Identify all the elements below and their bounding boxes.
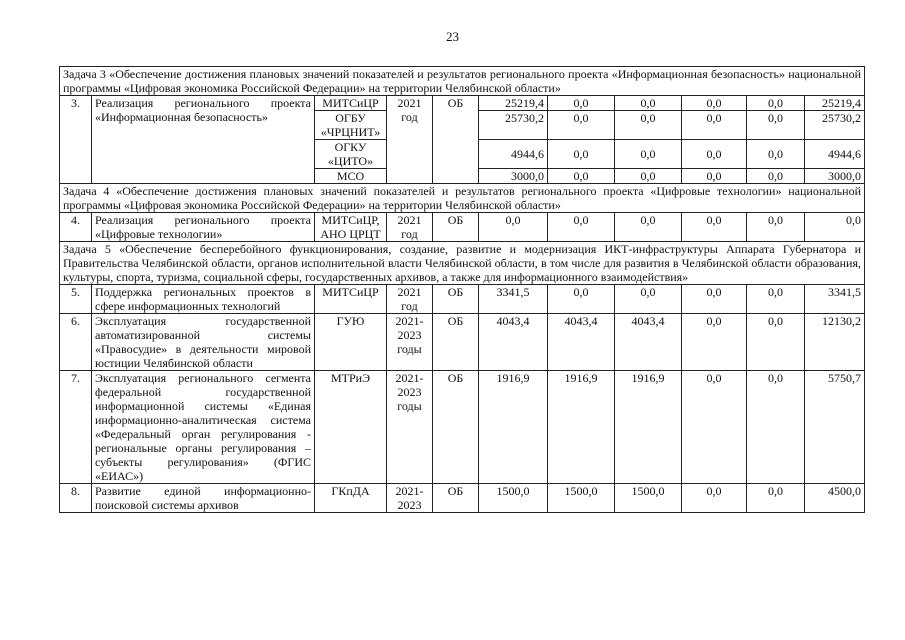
value-cell: 1916,9 xyxy=(615,371,682,484)
value-cell: 0,0 xyxy=(747,169,805,184)
row-number: 7. xyxy=(60,371,92,484)
value-cell: 1500,0 xyxy=(548,484,615,513)
total-cell: 25730,2 xyxy=(805,111,865,140)
task-row xyxy=(60,184,865,213)
value-cell: 0,0 xyxy=(747,285,805,314)
executor: МИТСиЦР xyxy=(315,96,387,111)
row-number: 4. xyxy=(60,213,92,242)
period: 2021 год xyxy=(387,285,433,314)
table-row xyxy=(60,285,865,314)
value-cell: 0,0 xyxy=(615,140,682,169)
executor: МТРиЭ xyxy=(315,371,387,484)
period: 2021 год xyxy=(387,96,433,184)
value-cell: 0,0 xyxy=(682,213,747,242)
period: 2021-2023 годы xyxy=(387,314,433,371)
row-number: 3. xyxy=(60,96,92,184)
value-cell: 0,0 xyxy=(682,140,747,169)
funding-source: ОБ xyxy=(433,314,479,371)
activity-name: Эксплуатация регионального сегмента федеральной государственной информационной системы «Единая информационно-аналитическая система «Федеральный орган регулирования - региональные органы регулирования – субъекты регулирования» (ФГИС «ЕИАС») xyxy=(92,371,315,484)
value-cell: 4944,6 xyxy=(479,140,548,169)
value-cell: 0,0 xyxy=(615,285,682,314)
total-cell: 3000,0 xyxy=(805,169,865,184)
value-cell: 0,0 xyxy=(615,111,682,140)
activity-name: Эксплуатация государственной автоматизированной системы «Правосудие» в деятельности мировой юстиции Челябинской области xyxy=(92,314,315,371)
task-row xyxy=(60,67,865,96)
executor: МИТСиЦР, АНО ЦРЦТ xyxy=(315,213,387,242)
task-4-heading: Задача 4 «Обеспечение достижения плановых значений показателей и результатов регионального проекта «Цифровые технологии» национальной программы «Цифровая экономика Российской Федерации» на территории Челябинской области» xyxy=(60,184,865,213)
value-cell: 3000,0 xyxy=(479,169,548,184)
value-cell: 4043,4 xyxy=(615,314,682,371)
value-cell: 0,0 xyxy=(615,213,682,242)
task-5-heading: Задача 5 «Обеспечение бесперебойного функционирования, создание, развитие и модернизация ИКТ-инфраструктуры Аппарата Губернатора и Правительства Челябинской области, органов исполнительной власти Челябинской области, в том числе для развития в Челябинской области образования, культуры, спорта, туризма, социальной сферы, государственных архивов, а также для информационного взаимодействия» xyxy=(60,242,865,285)
value-cell: 0,0 xyxy=(682,285,747,314)
executor: МИТСиЦР xyxy=(315,285,387,314)
funding-source: ОБ xyxy=(433,96,479,184)
activity-name: Развитие единой информационно-поисковой системы архивов xyxy=(92,484,315,513)
table-row xyxy=(60,213,865,242)
value-cell: 0,0 xyxy=(548,111,615,140)
value-cell: 0,0 xyxy=(548,169,615,184)
row-number: 6. xyxy=(60,314,92,371)
value-cell: 0,0 xyxy=(747,314,805,371)
period: 2021 год xyxy=(387,213,433,242)
value-cell: 1500,0 xyxy=(615,484,682,513)
total-cell: 4500,0 xyxy=(805,484,865,513)
period: 2021-2023 годы xyxy=(387,371,433,484)
executor: МСО xyxy=(315,169,387,184)
value-cell: 0,0 xyxy=(747,213,805,242)
value-cell: 4043,4 xyxy=(548,314,615,371)
funding-source: ОБ xyxy=(433,285,479,314)
value-cell: 0,0 xyxy=(682,111,747,140)
table-row xyxy=(60,314,865,371)
value-cell: 1916,9 xyxy=(479,371,548,484)
value-cell: 3341,5 xyxy=(479,285,548,314)
value-cell: 0,0 xyxy=(682,371,747,484)
funding-source: ОБ xyxy=(433,213,479,242)
value-cell: 25219,4 xyxy=(479,96,548,111)
value-cell: 0,0 xyxy=(682,96,747,111)
row-number: 8. xyxy=(60,484,92,513)
total-cell: 0,0 xyxy=(805,213,865,242)
activity-name: Реализация регионального проекта «Цифровые технологии» xyxy=(92,213,315,242)
activity-name: Поддержка региональных проектов в сфере информационных технологий xyxy=(92,285,315,314)
value-cell: 0,0 xyxy=(548,285,615,314)
total-cell: 3341,5 xyxy=(805,285,865,314)
value-cell: 0,0 xyxy=(747,111,805,140)
value-cell: 0,0 xyxy=(747,96,805,111)
value-cell: 25730,2 xyxy=(479,111,548,140)
value-cell: 0,0 xyxy=(747,484,805,513)
value-cell: 0,0 xyxy=(615,96,682,111)
task-row xyxy=(60,242,865,285)
total-cell: 25219,4 xyxy=(805,96,865,111)
executor: ГУЮ xyxy=(315,314,387,371)
value-cell: 0,0 xyxy=(682,169,747,184)
value-cell: 0,0 xyxy=(548,96,615,111)
activity-name: Реализация регионального проекта «Информационная безопасность» xyxy=(92,96,315,184)
value-cell: 0,0 xyxy=(615,169,682,184)
value-cell: 0,0 xyxy=(479,213,548,242)
table-row xyxy=(60,371,865,484)
value-cell: 4043,4 xyxy=(479,314,548,371)
value-cell: 0,0 xyxy=(548,140,615,169)
value-cell: 0,0 xyxy=(548,213,615,242)
total-cell: 4944,6 xyxy=(805,140,865,169)
total-cell: 5750,7 xyxy=(805,371,865,484)
period: 2021-2023 xyxy=(387,484,433,513)
row-number: 5. xyxy=(60,285,92,314)
executor: ОГКУ «ЦИТО» xyxy=(315,140,387,169)
value-cell: 0,0 xyxy=(747,371,805,484)
task-3-heading: Задача 3 «Обеспечение достижения плановых значений показателей и результатов регионального проекта «Информационная безопасность» национальной программы «Цифровая экономика Российской Федерации» на территории Челябинской области» xyxy=(60,67,865,96)
funding-source: ОБ xyxy=(433,484,479,513)
value-cell: 1500,0 xyxy=(479,484,548,513)
value-cell: 0,0 xyxy=(682,484,747,513)
value-cell: 1916,9 xyxy=(548,371,615,484)
program-activities-table xyxy=(59,66,865,513)
total-cell: 12130,2 xyxy=(805,314,865,371)
page-number: 23 xyxy=(446,29,459,44)
funding-source: ОБ xyxy=(433,371,479,484)
executor: ОГБУ «ЧРЦНИТ» xyxy=(315,111,387,140)
value-cell: 0,0 xyxy=(682,314,747,371)
table-row xyxy=(60,484,865,513)
value-cell: 0,0 xyxy=(747,140,805,169)
executor: ГКпДА xyxy=(315,484,387,513)
table-row xyxy=(60,96,865,111)
